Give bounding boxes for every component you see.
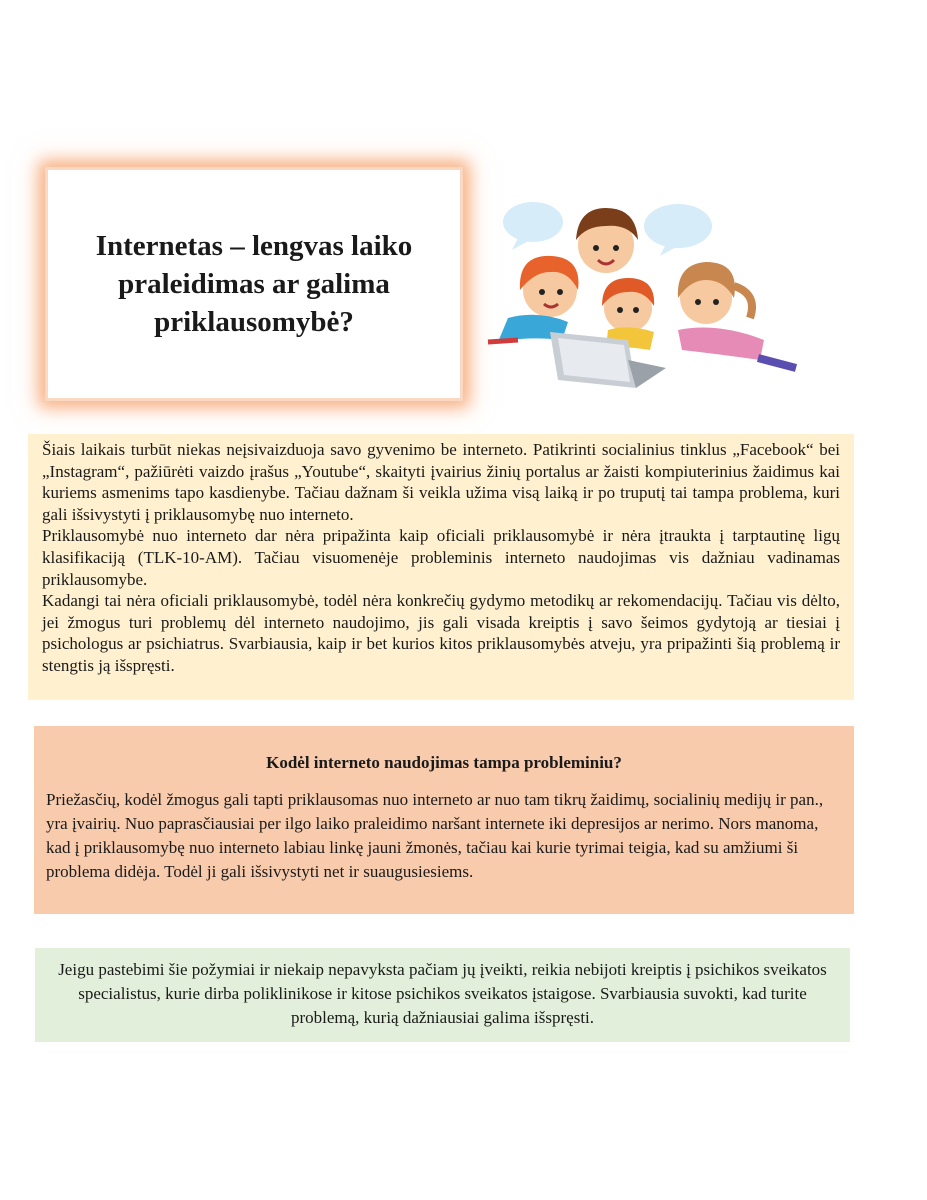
advice-text: Jeigu pastebimi šie požymiai ir niekaip nepavyksta pačiam jų įveikti, reikia nebijoti kreiptis į psichikos sveikatos specialistus, kurie dirba poliklinikose ir kitose psichikos sveikatos įstaigose. Svarbiausia suvokti, kad turite problemą, kurią dažniausiai galima išspręsti. [58, 960, 827, 1027]
why-text: Priežasčių, kodėl žmogus gali tapti priklausomas nuo interneto ar nuo tam tikrų žaidimų, socialinių medijų ir pan., yra įvairių. Nuo paprasčiausiai per ilgo laiko praleidimo naršant internete iki depresijos ar nerimo. Nors manoma, kad į priklausomybę nuo interneto labiau linkę jauni žmonės, tačiau kai kurie tyrimai teigia, kad su amžiumi ši problema didėja. Todėl ji gali išsivystyti net ir suaugusiesiems. [46, 790, 824, 881]
intro-paragraph-2: Priklausomybė nuo interneto dar nėra pripažinta kaip oficiali priklausomybė ir nėra įtraukta į tarptautinę ligų klasifikaciją (TLK-10-AM). Tačiau visuomenėje probleminis interneto naudojimas vis dažniau vadinamas priklausomybe. [42, 526, 840, 589]
why-heading: Kodėl interneto naudojimas tampa probleminiu? [266, 753, 622, 772]
kids-laptop-illustration [478, 190, 808, 400]
page-title: Internetas – lengvas laiko praleidimas ar galima priklausomybė? [95, 230, 413, 338]
intro-paragraph-3: Kadangi tai nėra oficiali priklausomybė, todėl nėra konkrečių gydymo metodikų ar rekomendacijų. Tačiau vis dėlto, jei žmogus turi problemų dėl interneto naudojimo, jis gali visada kreiptis į savo šeimos gydytoją ar tiesiai į psichologus ar psichiatrus. Svarbiausia, kaip ir bet kurios kitos priklausomybės atveju, yra pripažinti šią problemą ir stengtis ją išspręsti. [42, 591, 840, 675]
title-card [48, 170, 460, 398]
why-box [34, 726, 854, 914]
intro-box [28, 434, 854, 700]
advice-box [35, 948, 850, 1042]
intro-paragraph-1: Šiais laikais turbūt niekas neįsivaizduoja savo gyvenimo be interneto. Patikrinti socialinius tinklus „Facebook“ bei „Instagram“, pažiūrėti vaizdo įrašus „Youtube“, skaityti įvairius žinių portalus ar žaisti kompiuterinius žaidimus kai kuriems asmenims tapo kasdienybe. Tačiau dažnam ši veikla užima visą laiką ir po truputį tai tampa problema, kuri gali išsivystyti į priklausomybę nuo interneto. [42, 440, 840, 524]
